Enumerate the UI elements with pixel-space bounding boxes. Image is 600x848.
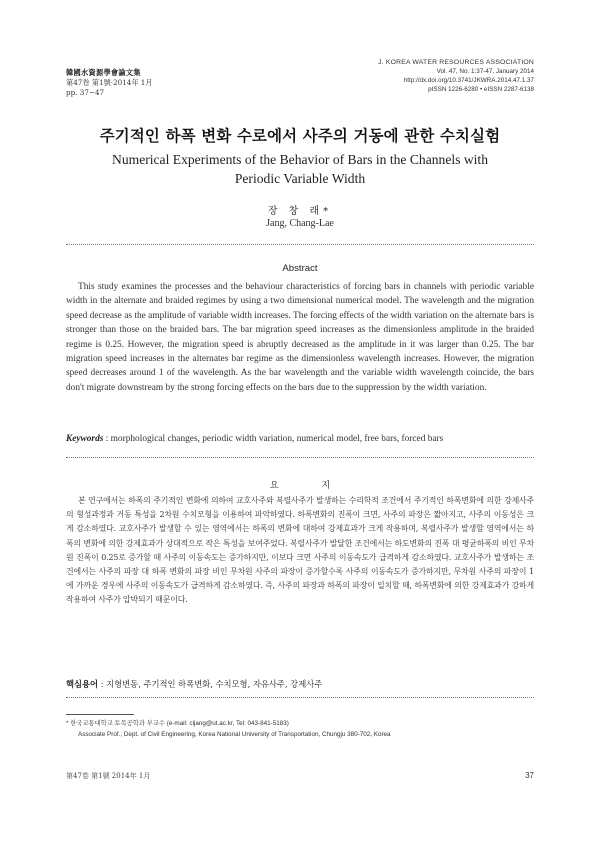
korean-abstract-body: 본 연구에서는 하폭의 주기적인 변화에 의하여 교호사주와 복렬사주가 발생하는 수리학적 조건에서 주기적인 하폭변화에 의한 강제사주의 형성과정과 거동 특성을 2차원 수치모형을 이용하여 파악하였다. 하폭변화의 진폭이 크면, 사주의 파장은 짧아지고, 사주의 이동성은 크게 감소하였다. 교호사주가 발생할 수 있는 영역에서는 하폭의 변화에 대하여 강제효과가 크게 작용하며, 복렬사주가 발생할 영역에서는 하폭의 변화에 의한 강제효과가 상대적으로 작은 특성을 보여주었다. 복렬사주가 발달한 조건에서는 하도변화의 진폭 대 평균하폭의 비인 무차원 진폭이 0.25로 증가할 때 사주의 이동속도는 증가하지만, 이보다 크면 사주의 이동속도가 급격하게 감소하였다. 교호사주가 발생하는 조건에서는 사주의 파장 대 하폭 변화의 파장 비인 무차원 사주의 파장이 증가할수록 사주의 이동속도가 증가하지만, 무차원 사주의 파장이 1에 가까운 경우에 사주의 이동속도가 급격하게 감소하였다. 즉, 사주의 파장과 하폭의 파장이 일치할 때, 하폭변화에 의한 강제효과가 강하게 작용하여 사주가 압박되기 때문이다. bbox=[66, 496, 534, 605]
keywords-text: morphological changes, periodic width variation, numerical model, free bars, forced bars bbox=[110, 434, 444, 444]
journal-header-english bbox=[378, 58, 534, 94]
divider-middle bbox=[66, 457, 534, 458]
journal-header-korean bbox=[66, 68, 153, 98]
korean-keywords-separator: : bbox=[98, 679, 107, 689]
journal-name: 韓國水資源學會論文集 bbox=[66, 68, 141, 77]
divider-bottom bbox=[66, 697, 534, 698]
korean-abstract-heading: 요 지 bbox=[269, 481, 351, 491]
abstract-heading: Abstract bbox=[282, 263, 318, 274]
abstract-body: This study examines the processes and the behaviour characteristics of forcing bars in channels with periodic variable width in the alternate and braided regimes by using a two dimensional numerical model. The wavelength and the migration speed decrease as the amplitude of variable width increases. The forcing effects of the width variation on the alternate bars is stronger than those on the braided bars. The bar migration speed increases as the dimensionless amplitude in the braided regime is 0.25. However, the migration speed is abruptly decreased as the amplitude in it was larger than 0.25. The bar migration speed increases in the alternates bar regime as the dimensionless wavelength increases. However, the migration speed decreases around 1 of the wavelength. As the bar wavelength and the variable width wavelength coincide, the bars don't migrate downstream by the strong forcing effects on the bars due to the suppression by the width variation. bbox=[66, 282, 534, 393]
paper-title-english bbox=[60, 150, 540, 188]
korean-keywords-text: 지형변동, 주기적인 하폭변화, 수치모형, 자유사주, 강제사주 bbox=[106, 679, 323, 689]
volume-issue: 第47卷 第1號·2014年 1月 bbox=[66, 78, 153, 87]
title-en-line-1: Numerical Experiments of the Behavior of Bars in the Channels with bbox=[112, 152, 488, 167]
author-english: Jang, Chang-Lae bbox=[266, 218, 334, 229]
page-range: pp. 37~47 bbox=[66, 88, 105, 97]
paper-title-korean: 주기적인 하폭 변화 수로에서 사주의 거동에 관한 수치실험 bbox=[99, 127, 501, 145]
author-korean: 장 창 래* bbox=[267, 206, 333, 217]
issn: pISSN 1226-6280 • eISSN 2287-6138 bbox=[428, 86, 534, 93]
journal-name-en: J. KOREA WATER RESOURCES ASSOCIATION bbox=[378, 59, 534, 66]
keywords-separator: : bbox=[103, 434, 111, 444]
footnote bbox=[66, 718, 534, 740]
title-en-line-2: Periodic Variable Width bbox=[234, 171, 366, 186]
footnote-affiliation-english: Associate Prof., Dept. of Civil Engineering, Korea National University of Transportation, Chungju 380-702, Korea bbox=[78, 731, 391, 738]
divider-top bbox=[66, 244, 534, 245]
page-number: 37 bbox=[525, 771, 534, 780]
footer-volume: 第47卷 第1號 2014年 1月 bbox=[66, 772, 151, 780]
korean-keywords-label: 핵심용어 bbox=[66, 679, 99, 689]
korean-keywords-line bbox=[66, 678, 534, 690]
keywords-line bbox=[66, 434, 534, 444]
keywords-label: Keywords bbox=[66, 434, 104, 444]
footnote-affiliation-korean: * 한국교통대학교 토목공학과 부교수 (e-mail: cljang@ut.ac.kr, Tel: 043-841-5183) bbox=[66, 720, 289, 727]
volume-en: Vol. 47, No. 1:37-47, January 2014 bbox=[436, 68, 534, 75]
doi-link[interactable]: http://dx.doi.org/10.3741/JKWRA.2014.47.1.37 bbox=[403, 77, 534, 84]
footnote-rule bbox=[66, 714, 134, 715]
